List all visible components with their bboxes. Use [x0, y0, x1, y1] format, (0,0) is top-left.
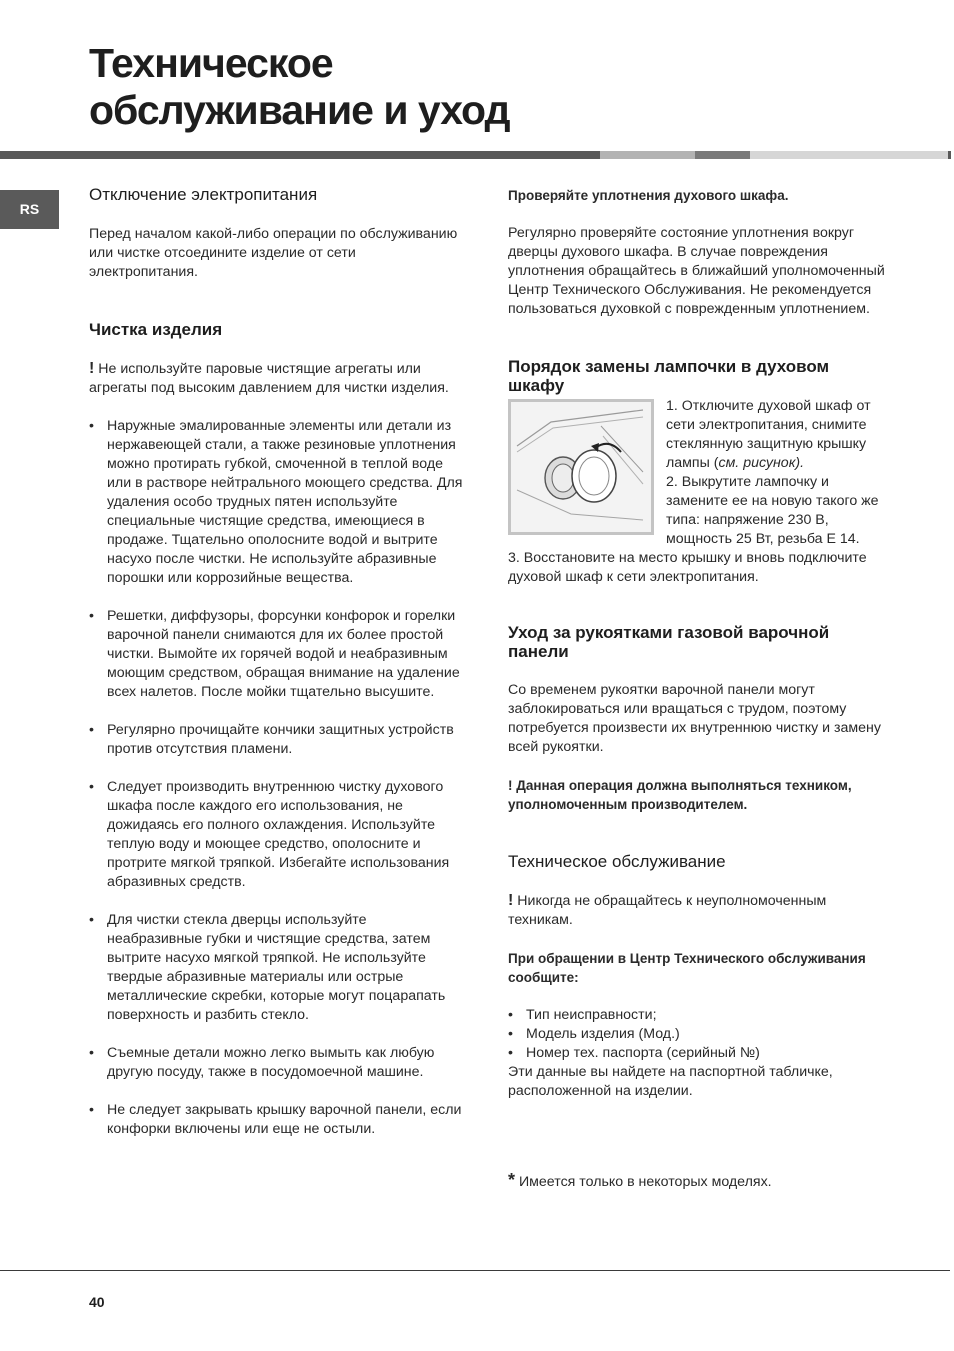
list-item: • Решетки, диффузоры, форсунки конфорок и горелки варочной панели снимаются для их более простой чистки. Вымойте их горячей водой и неабразивным моющим средством, обращая внимание на удаление всех налетов. После мойки тщательно высушите. — [89, 607, 464, 702]
lamp-step-3: 3. Восстановите на место крышку и вновь подключите духовой шкаф к сети электропитания. — [508, 550, 867, 585]
header-bar-mid — [600, 151, 695, 159]
section-heading-knobs: Уход за рукоятками газовой варочной панели — [508, 623, 830, 661]
list-item: • Номер тех. паспорта (серийный №) — [508, 1044, 886, 1063]
knobs-warning: ! Данная операция должна выполняться техником, уполномоченным производителем. — [508, 778, 852, 812]
power-off-text: Перед началом какой-либо операции по обслуживанию или чистке отсоедините изделие от сети электропитания. — [89, 226, 458, 280]
header-bar-light — [750, 151, 948, 159]
list-item: • Регулярно прочищайте кончики защитных устройств против отсутствия пламени. — [89, 721, 464, 759]
cleaning-warning — [89, 359, 464, 398]
knobs-text: Со временем рукоятки варочной панели могут заблокироваться или вращаться с трудом, поэтому потребуется произвести их внутреннюю чистку и замену всей рукоятки. — [508, 682, 881, 755]
footer-divider — [0, 1270, 950, 1271]
footnote — [508, 1171, 886, 1192]
section-heading-service: Техническое обслуживание — [508, 852, 726, 871]
service-warning — [508, 891, 886, 930]
page-title: Техническое обслуживание и уход — [89, 40, 510, 133]
service-warning-text: Никогда не обращайтесь к неуполномоченным техникам. — [508, 893, 827, 928]
language-badge: RS — [0, 190, 59, 229]
section-heading-seals: Проверяйте уплотнения духового шкафа. — [508, 188, 789, 203]
warning-mark: ! — [89, 360, 95, 377]
cleaning-list — [89, 417, 464, 1139]
service-lead: При обращении в Центр Технического обслуживания сообщите: — [508, 951, 866, 985]
oven-lamp-illustration — [511, 402, 651, 532]
header-bar-end — [948, 151, 951, 159]
service-list — [508, 1006, 886, 1063]
cleaning-warning-text: Не используйте паровые чистящие агрегаты или агрегаты под высоким давлением для чистки изделия. — [89, 361, 449, 396]
list-item: • Не следует закрывать крышку варочной панели, если конфорки включены или еще не остыли. — [89, 1101, 464, 1139]
service-after-text: Эти данные вы найдете на паспортной табличке, расположенной на изделии. — [508, 1064, 833, 1099]
lamp-step-1-text: 1. Отключите духовой шкаф от сети электропитания, снимите стеклянную защитную крышку лампы ( — [666, 398, 871, 471]
footnote-text: Имеется только в некоторых моделях. — [518, 1174, 772, 1190]
list-item: • Наружные эмалированные элементы или детали из нержавеющей стали, а также резиновые уплотнения можно протирать губкой, смоченной в теплой воде или в растворе нейтрального моющего средства. Для удаления особо трудных пятен используйте специальные чистящие средства, имеющиеся в продаже. Тщательно ополосните водой и вытрите насухо после чистки. Не используйте абразивные порошки или коррозийные вещества. — [89, 417, 464, 588]
list-item: • Съемные детали можно легко вымыть как любую другую посуду, также в посудомоечной машине. — [89, 1044, 464, 1082]
left-column — [89, 183, 464, 1139]
list-item: • Модель изделия (Мод.) — [508, 1025, 886, 1044]
list-item: • Тип неисправности; — [508, 1006, 886, 1025]
section-heading-power-off: Отключение электропитания — [89, 185, 318, 204]
lamp-figure — [508, 399, 654, 535]
header-bar-dark — [0, 151, 600, 159]
seals-text: Регулярно проверяйте состояние уплотнения вокруг дверцы духового шкафа. В случае повреждения уплотнения обращайтесь в ближайший уполномоченный Центр Технического Обслуживания. Не рекомендуется пользоваться духовкой с поврежденным уплотнением. — [508, 225, 885, 317]
lamp-instructions — [508, 397, 886, 587]
list-item: • Следует производить внутреннюю чистку духового шкафа после каждого его использования, не дожидаясь его полного охлаждения. Используйте теплую воду и моющее средство, ополосните и протрите мягкой тряпкой. Избегайте использования абразивных средств. — [89, 778, 464, 892]
lamp-step-2: 2. Выкрутите лампочку и замените ее на новую такого же типа: напряжение 230 В, мощность 25 Вт, резьба Е 14. — [666, 474, 879, 547]
footnote-mark: * — [508, 1170, 516, 1190]
header-bar-segment — [695, 151, 750, 159]
lamp-step-1-ref: см. рисунок). — [718, 455, 805, 471]
warning-mark: ! — [508, 892, 514, 909]
page-number: 40 — [89, 1294, 105, 1310]
right-column — [508, 183, 886, 1192]
section-heading-cleaning: Чистка изделия — [89, 320, 223, 339]
section-heading-lamp: Порядок замены лампочки в духовом шкафу — [508, 357, 830, 395]
list-item: • Для чистки стекла дверцы используйте неабразивные губки и чистящие средства, затем вытрите насухо мягкой тряпкой. Не используйте твердые абразивные материалы или острые металлические скребки, которые могут поцарапать поверхность и разбить стекло. — [89, 911, 464, 1025]
